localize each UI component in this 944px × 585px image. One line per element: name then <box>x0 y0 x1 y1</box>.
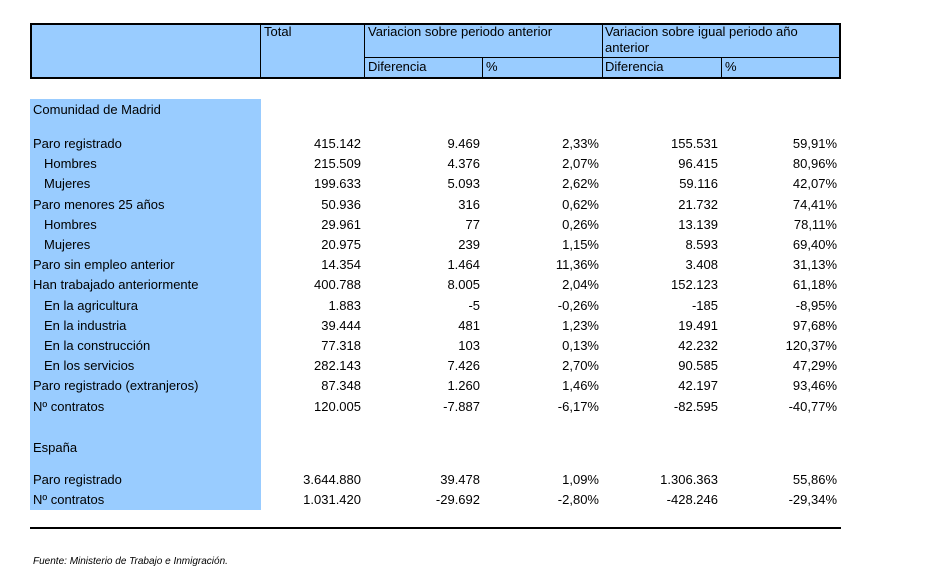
cell-diff-year: 152.123 <box>671 277 718 293</box>
row-label: En los servicios <box>44 358 135 374</box>
header-group-year-line2: anterior <box>605 40 650 55</box>
cell-pct-year: 47,29% <box>792 358 837 374</box>
cell-pct-year: 80,96% <box>792 156 837 172</box>
cell-pct-year: -8,95% <box>795 297 837 313</box>
cell-diff-previous: 9.469 <box>447 136 480 151</box>
cell-diff-year: 42.197 <box>678 378 718 394</box>
row-label: Paro registrado (extranjeros) <box>33 378 199 394</box>
cell-diff-year: -428.246 <box>666 492 718 508</box>
cell-pct-previous: 0,26% <box>562 216 599 232</box>
cell-diff-year: 42.232 <box>678 338 718 353</box>
row-label: Nº contratos <box>33 492 105 508</box>
cell-total: 1.031.420 <box>303 492 361 508</box>
cell-diff-year: -185 <box>691 297 718 313</box>
cell-pct-year: 74,41% <box>792 196 837 212</box>
cell-pct-previous: 11,36% <box>555 257 599 273</box>
cell-pct-year: -40,77% <box>788 398 837 414</box>
cell-pct-year: 31,13% <box>792 257 837 273</box>
header-total: Total <box>264 24 292 39</box>
header-divider <box>364 57 841 58</box>
cell-diff-year: 96.415 <box>678 156 718 172</box>
cell-total: 400.788 <box>314 277 361 293</box>
cell-pct-previous: -6,17% <box>557 398 599 414</box>
source-note: Fuente: Ministerio de Trabajo e Inmigración. <box>33 556 228 567</box>
header-diff-year: Diferencia <box>605 59 664 74</box>
cell-diff-year: 90.585 <box>678 358 718 374</box>
cell-diff-previous: 1.464 <box>447 257 480 273</box>
row-label: En la construcción <box>44 338 151 353</box>
cell-diff-previous: 39.478 <box>440 472 480 487</box>
cell-diff-previous: 7.426 <box>447 358 480 374</box>
cell-pct-year: 120,37% <box>785 338 837 353</box>
row-label: Paro registrado <box>33 472 122 487</box>
cell-total: 282.143 <box>314 358 361 374</box>
header-group-previous: Variacion sobre periodo anterior <box>368 24 553 39</box>
cell-pct-previous: 1,23% <box>562 317 599 333</box>
cell-pct-previous: 0,62% <box>562 196 599 212</box>
cell-diff-previous: 316 <box>458 196 480 212</box>
cell-pct-previous: 0,13% <box>562 338 599 353</box>
cell-diff-year: 1.306.363 <box>660 472 718 487</box>
cell-diff-year: 13.139 <box>678 216 718 232</box>
cell-pct-previous: 2,04% <box>562 277 599 293</box>
row-label: Paro registrado <box>33 136 122 151</box>
cell-diff-previous: 103 <box>458 338 480 353</box>
cell-total: 77.318 <box>321 338 361 353</box>
header-divider <box>260 23 261 79</box>
cell-total: 87.348 <box>321 378 361 394</box>
row-label: Mujeres <box>44 237 91 252</box>
cell-diff-previous: 1.260 <box>447 378 480 394</box>
cell-diff-previous: -29.692 <box>435 492 480 508</box>
row-label: Hombres <box>44 216 97 232</box>
header-divider <box>721 57 722 79</box>
cell-pct-previous: 1,09% <box>562 472 599 487</box>
cell-total: 215.509 <box>314 156 361 172</box>
cell-total: 415.142 <box>314 136 361 151</box>
header-divider <box>482 57 483 79</box>
header-diff-previous: Diferencia <box>368 59 427 74</box>
cell-pct-previous: 2,33% <box>562 136 599 151</box>
row-label: Hombres <box>44 156 97 172</box>
row-label: En la agricultura <box>44 297 138 313</box>
cell-pct-previous: 2,62% <box>562 176 599 192</box>
row-label: Mujeres <box>44 176 91 192</box>
cell-pct-year: 55,86% <box>792 472 837 487</box>
cell-total: 50.936 <box>321 196 361 212</box>
cell-diff-previous: 77 <box>465 216 480 232</box>
cell-total: 39.444 <box>321 317 361 333</box>
header-divider <box>602 23 603 79</box>
cell-pct-previous: -2,80% <box>557 492 599 508</box>
cell-total: 120.005 <box>314 398 361 414</box>
cell-diff-year: 19.491 <box>678 317 718 333</box>
cell-total: 199.633 <box>314 176 361 192</box>
cell-pct-previous: 2,07% <box>562 156 599 172</box>
cell-diff-year: -82.595 <box>673 398 718 414</box>
row-label: Paro menores 25 años <box>33 196 165 212</box>
row-label: En la industria <box>44 317 127 333</box>
cell-pct-year: -29,34% <box>788 492 837 508</box>
cell-total: 29.961 <box>321 216 361 232</box>
cell-pct-previous: 2,70% <box>562 358 599 374</box>
cell-diff-previous: 5.093 <box>447 176 480 192</box>
header-pct-year: % <box>725 59 737 74</box>
cell-pct-previous: -0,26% <box>557 297 599 313</box>
header-divider <box>364 23 365 79</box>
cell-diff-year: 8.593 <box>685 237 718 252</box>
cell-diff-year: 3.408 <box>685 257 718 273</box>
cell-diff-previous: 4.376 <box>447 156 480 172</box>
cell-pct-year: 93,46% <box>792 378 837 394</box>
table-bottom-rule <box>30 527 841 529</box>
cell-total: 1.883 <box>328 297 361 313</box>
cell-diff-previous: -7.887 <box>443 398 480 414</box>
cell-diff-year: 59.116 <box>679 176 718 192</box>
row-label: Han trabajado anteriormente <box>33 277 199 293</box>
cell-diff-year: 155.531 <box>671 136 718 151</box>
cell-pct-previous: 1,15% <box>562 237 599 252</box>
header-pct-previous: % <box>486 59 498 74</box>
section-title: Comunidad de Madrid <box>33 102 161 117</box>
header-group-year: Variacion sobre igual periodo año <box>605 24 798 39</box>
cell-diff-previous: 8.005 <box>447 277 480 293</box>
cell-total: 3.644.880 <box>303 472 361 487</box>
cell-pct-year: 69,40% <box>792 237 837 252</box>
cell-pct-year: 97,68% <box>792 317 837 333</box>
cell-pct-previous: 1,46% <box>562 378 599 394</box>
cell-diff-previous: 481 <box>458 317 480 333</box>
cell-pct-year: 61,18% <box>792 277 837 293</box>
row-label: Nº contratos <box>33 398 105 414</box>
cell-diff-year: 21.732 <box>678 196 718 212</box>
row-label: Paro sin empleo anterior <box>33 257 175 273</box>
cell-pct-year: 78,11% <box>793 216 837 232</box>
cell-total: 14.354 <box>321 257 361 273</box>
section-title: España <box>33 440 78 455</box>
cell-diff-previous: -5 <box>468 297 480 313</box>
cell-pct-year: 42,07% <box>792 176 837 192</box>
cell-total: 20.975 <box>321 237 361 252</box>
cell-diff-previous: 239 <box>458 237 480 252</box>
cell-pct-year: 59,91% <box>792 136 837 151</box>
